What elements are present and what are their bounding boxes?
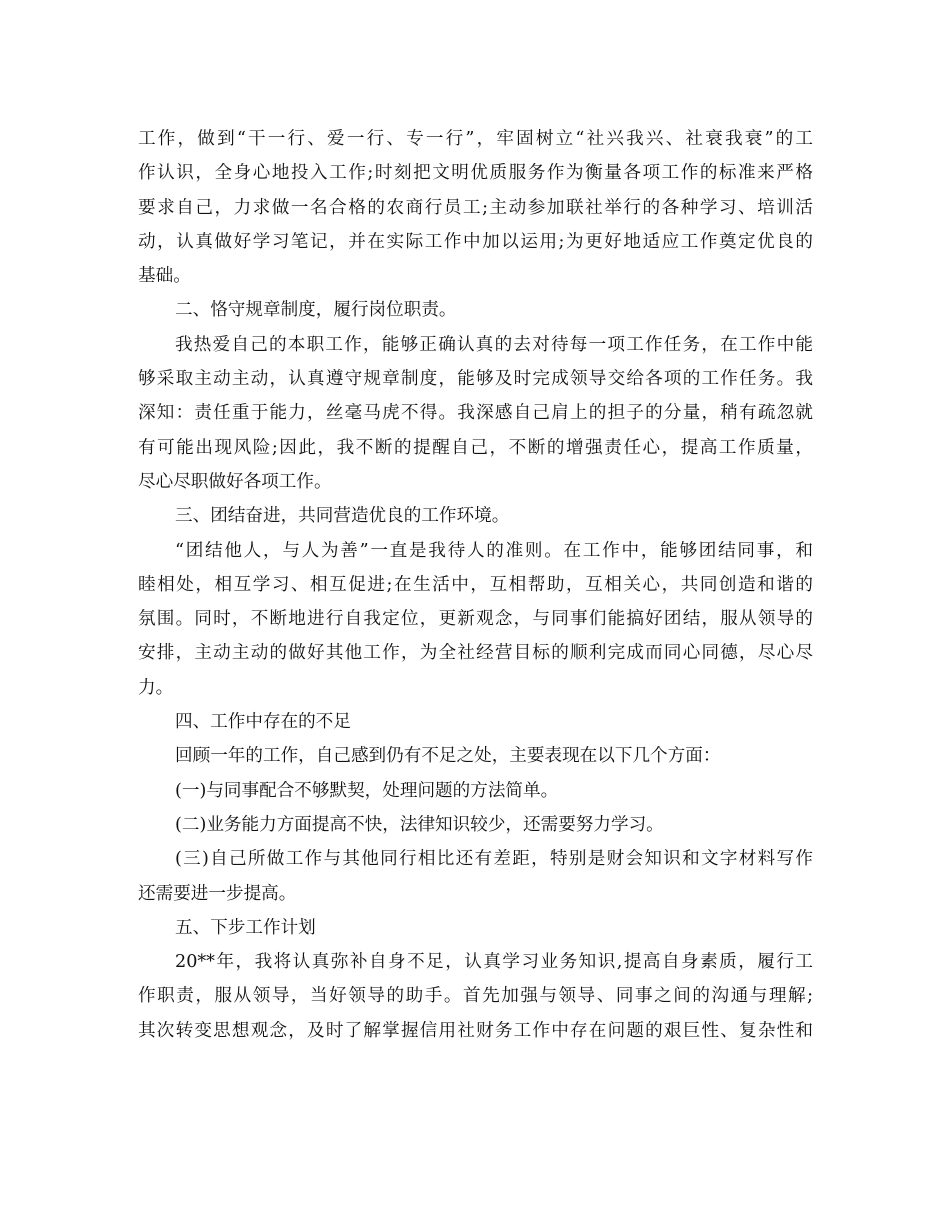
text-line: 五、下步工作计划 xyxy=(175,917,316,938)
text-line: (二)业务能力方面提高不快，法律知识较少，还需要努力学习。 xyxy=(175,814,664,835)
text-line: 够采取主动主动，认真遵守规章制度，能够及时完成领导交给各项的工作任务。我 xyxy=(138,369,813,390)
text-line: 安排，主动主动的做好其他工作，为全社经营目标的顺利完成而同心同德，尽心尽 xyxy=(138,643,813,664)
text-line: 三、团结奋进，共同营造优良的工作环境。 xyxy=(175,506,510,527)
text-line: “团结他人，与人为善”一直是我待人的准则。在工作中，能够团结同事，和 xyxy=(175,540,813,561)
text-line: 要求自己，力求做一名合格的农商行员工;主动参加联社举行的各种学习、培训活 xyxy=(138,197,813,218)
text-line: (三)自己所做工作与其他同行相比还有差距，特别是财会知识和文字材料写作 xyxy=(175,849,813,870)
text-line: 还需要进一步提高。 xyxy=(138,883,297,904)
text-line: 睦相处，相互学习、相互促进;在生活中，互相帮助，互相关心，共同创造和谐的 xyxy=(138,574,813,595)
text-line: 20**年，我将认真弥补自身不足，认真学习业务知识,提高自身素质，履行工 xyxy=(175,952,813,973)
text-line: 我热爱自己的本职工作，能够正确认真的去对待每一项工作任务，在工作中能 xyxy=(175,334,813,355)
text-line: 动，认真做好学习笔记，并在实际工作中加以运用;为更好地适应工作奠定优良的 xyxy=(138,231,813,252)
text-line: 尽心尽职做好各项工作。 xyxy=(138,471,332,492)
text-line: 作职责，服从领导，当好领导的助手。首先加强与领导、同事之间的沟通与理解; xyxy=(138,986,813,1007)
text-line: 基础。 xyxy=(138,266,191,287)
text-line: 二、恪守规章制度，履行岗位职责。 xyxy=(175,300,457,321)
text-line: 工作，做到“干一行、爱一行、专一行”，牢固树立“社兴我兴、社衰我衰”的工 xyxy=(138,129,813,149)
text-line: 有可能出现风险;因此，我不断的提醒自己，不断的增强责任心，提高工作质量， xyxy=(138,437,813,458)
document-page xyxy=(138,122,813,1048)
text-line: 深知：责任重于能力，丝毫马虎不得。我深感自己肩上的担子的分量，稍有疏忽就 xyxy=(138,403,813,424)
text-line: 四、工作中存在的不足 xyxy=(175,712,351,733)
text-line: 回顾一年的工作，自己感到仍有不足之处，主要表现在以下几个方面： xyxy=(175,746,721,767)
text-line: 其次转变思想观念，及时了解掌握信用社财务工作中存在问题的艰巨性、复杂性和 xyxy=(138,1020,813,1041)
text-line: 作认识，全身心地投入工作;时刻把文明优质服务作为衡量各项工作的标准来严格 xyxy=(138,163,813,184)
text-line: 氛围。同时，不断地进行自我定位，更新观念，与同事们能搞好团结，服从领导的 xyxy=(138,609,813,630)
text-line: 力。 xyxy=(138,677,174,698)
text-line: (一)与同事配合不够默契，处理问题的方法简单。 xyxy=(175,780,559,801)
